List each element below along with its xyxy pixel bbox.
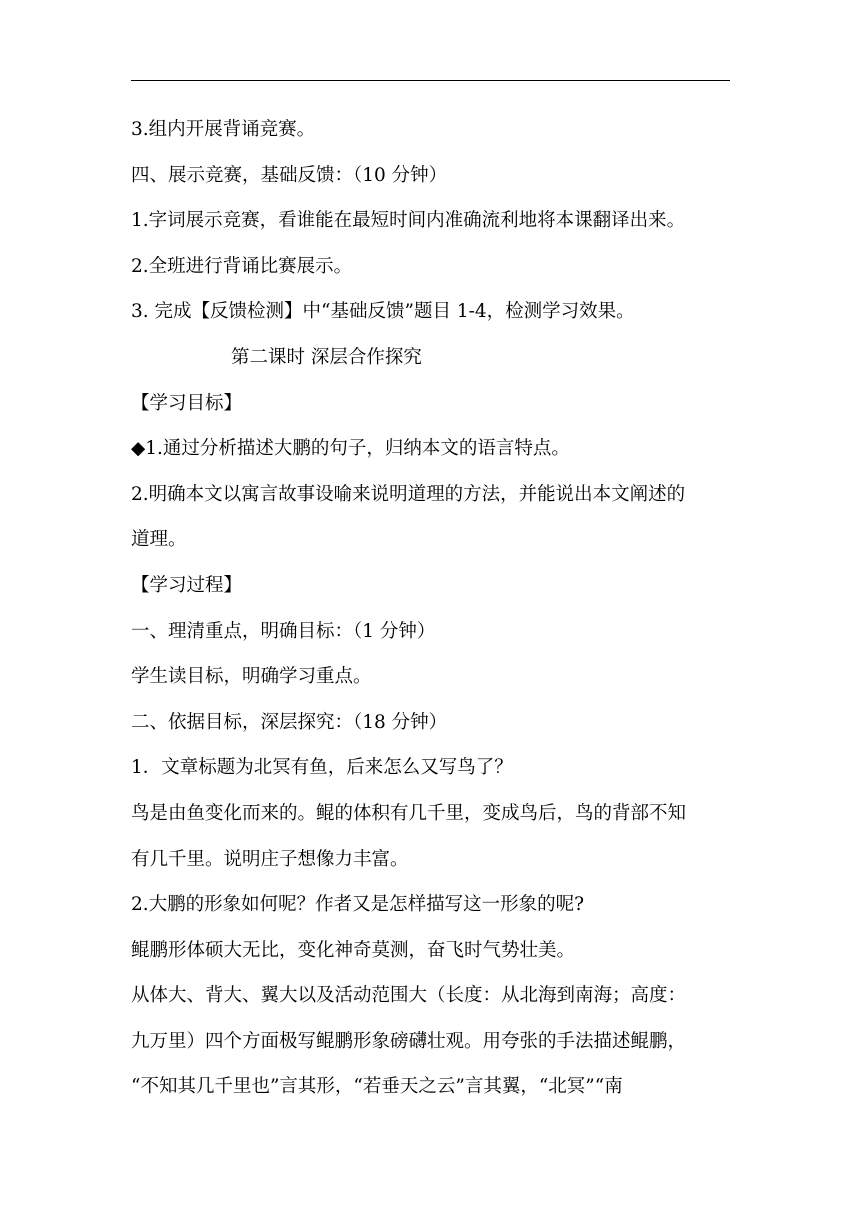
header-rule [131,80,730,81]
text-line: 3. 完成【反馈检测】中“基础反馈”题目 1-4，检测学习效果。 [131,301,635,323]
text-line: 从体大、背大、翼大以及活动范围大（长度：从北海到南海；高度： [131,985,687,1007]
text-line: 鲲鹏形体硕大无比，变化神奇莫测，奋飞时气势壮美。 [131,939,576,961]
section-heading: 二、依据目标，深层探究：（18 分钟） [131,711,448,733]
text-line: 学生读目标，明确学习重点。 [131,666,372,688]
text-line: “不知其几千里也”言其形，“若垂天之云”言其翼，“北冥”“南 [131,1076,623,1098]
text-line: 1.字词展示竞赛，看谁能在最短时间内准确流利地将本课翻译出来。 [131,210,686,232]
text-line: 九万里）四个方面极写鲲鹏形象磅礴壮观。用夸张的手法描述鲲鹏， [131,1030,687,1052]
lesson-title: 第二课时 深层合作探究 [231,346,422,368]
text-line: 2.全班进行背诵比赛展示。 [131,255,353,277]
text-line: 道理。 [131,529,187,551]
question-line: 1．文章标题为北冥有鱼，后来怎么又写鸟了？ [131,757,513,779]
text-line: 2.明确本文以寓言故事设喻来说明道理的方法，并能说出本文阐述的 [131,483,686,505]
text-line: 有几千里。说明庄子想像力丰富。 [131,848,409,870]
section-heading: 【学习过程】 [131,574,243,596]
question-line: 2.大鹏的形象如何呢？作者又是怎样描写这一形象的呢? [131,894,585,916]
text-line: ◆1.通过分析描述大鹏的句子，归纳本文的语言特点。 [131,438,570,460]
section-heading: 四、展示竞赛，基础反馈：（10 分钟） [131,164,448,186]
text-line: 3.组内开展背诵竞赛。 [131,119,316,140]
document-body [131,107,731,1110]
text-line: 鸟是由鱼变化而来的。鲲的体积有几千里，变成鸟后，鸟的背部不知 [131,802,687,824]
section-heading: 一、理清重点，明确目标：（1 分钟） [131,620,436,642]
section-heading: 【学习目标】 [131,392,243,414]
